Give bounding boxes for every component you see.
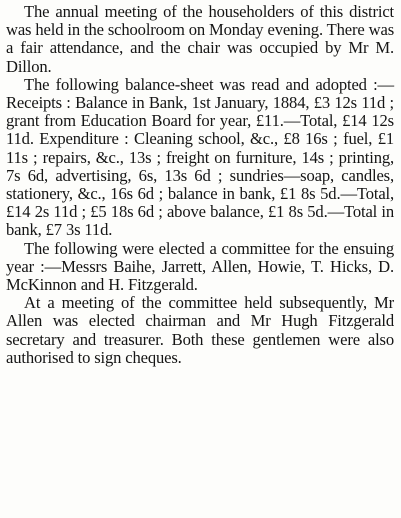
paragraph-balance-sheet: The following balance-sheet was read and adopted :—Receipts : Balance in Bank, 1st January, 1884, £3 12s 11d ; grant from Education Board for year, £11.—Total, £14 12s 11d. Expenditure : Cleaning school, &c., £8 16s ; fuel, £1 11s ; repairs, &c., 13s ; freight on furniture, 14s ; printing, 7s 6d, advertising, 6s, 13s 6d ; sundries—soap, candles, stationery, &c., 16s 6d ; balance in bank, £1 8s 5d.—Total, £14 2s 11d ; £5 18s 6d ; above balance, £1 8s 5d.—Total in bank, £7 3s 11d. <box>6 74 394 240</box>
paragraph-office-bearers: At a meeting of the committee held subsequently, Mr Allen was elected chairman and Mr Hugh Fitzgerald secretary and treasurer. Both these gentlemen were also authorised to sign cheques. <box>6 293 394 367</box>
paragraph-annual-meeting: The annual meeting of the householders of this district was held in the schoolroom on Monday evening. There was a fair attendance, and the chair was occupied by Mr M. Dillon. <box>6 2 394 76</box>
paragraph-committee-election: The following were elected a committee for the ensuing year :—Messrs Baihe, Jarrett, Allen, Howie, T. Hicks, D. McKinnon and H. Fitzgerald. <box>6 238 394 295</box>
